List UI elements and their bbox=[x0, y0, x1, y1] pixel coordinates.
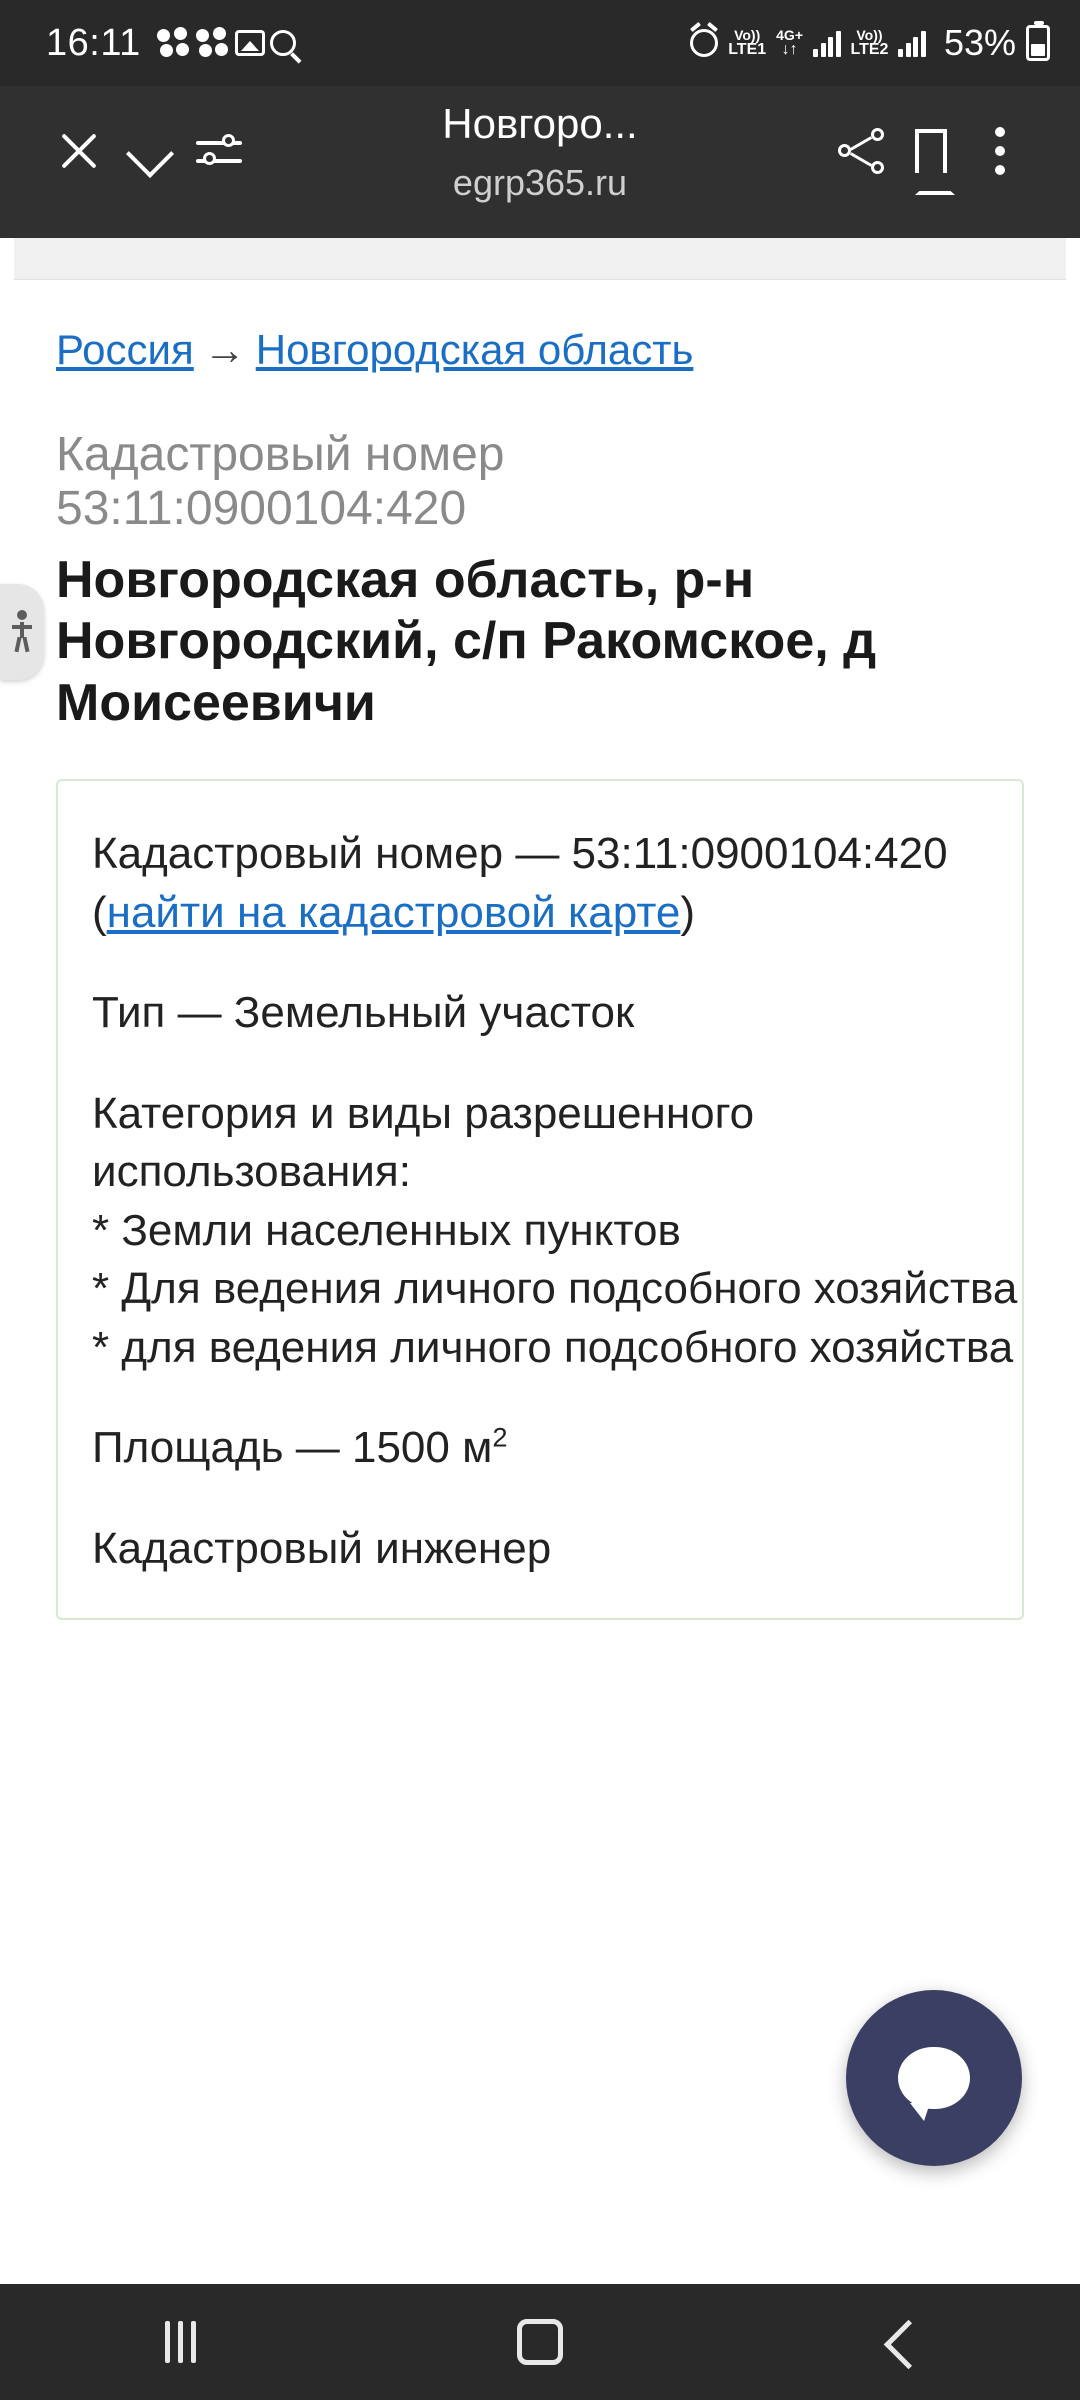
search-icon bbox=[270, 30, 296, 56]
category-list bbox=[92, 1202, 1018, 1378]
breadcrumb-separator: → bbox=[203, 326, 246, 373]
area-label: Площадь — 1500 м bbox=[92, 1423, 493, 1473]
kebab-menu-icon bbox=[995, 127, 1007, 175]
notification-icons bbox=[157, 27, 296, 59]
page-heading: Новгородская область, р-н Новгородский, с/п Ракомское, д Моисеевичи bbox=[56, 550, 877, 733]
bookmark-icon bbox=[915, 129, 947, 173]
app-dots-icon bbox=[196, 27, 230, 59]
cadastral-label-text: Кадастровый номер bbox=[56, 428, 505, 481]
network-type-indicator bbox=[776, 28, 803, 58]
page-title: Новгоро... bbox=[442, 100, 638, 147]
content-column bbox=[0, 326, 1080, 1620]
home-icon bbox=[517, 2319, 563, 2365]
chat-button[interactable] bbox=[846, 1990, 1022, 2166]
home-button[interactable] bbox=[460, 2284, 620, 2400]
bookmark-button[interactable] bbox=[896, 116, 966, 186]
recents-icon bbox=[165, 2321, 196, 2363]
category-item: * Земли населенных пунктов bbox=[92, 1205, 681, 1255]
url-label[interactable]: egrp365.ru bbox=[452, 162, 628, 203]
web-page-content bbox=[0, 238, 1080, 2284]
close-icon bbox=[57, 129, 101, 173]
reader-settings-button[interactable] bbox=[184, 116, 254, 186]
menu-button[interactable] bbox=[966, 116, 1036, 186]
network-type-label: 4G+ bbox=[776, 27, 803, 43]
accessibility-icon bbox=[12, 610, 32, 654]
chevron-down-icon bbox=[129, 131, 169, 171]
sim2-network-label: LTE2 bbox=[850, 41, 889, 58]
back-icon bbox=[883, 2325, 917, 2359]
breadcrumb bbox=[56, 326, 1024, 374]
share-button[interactable] bbox=[826, 116, 896, 186]
browser-toolbar bbox=[0, 86, 1080, 238]
cadastral-number-prefix: Кадастровый номер — 53:11:0900104:420 ( bbox=[92, 829, 948, 937]
sim1-indicator bbox=[728, 28, 766, 58]
system-navigation-bar bbox=[0, 2284, 1080, 2400]
area-unit-exponent: 2 bbox=[492, 1421, 508, 1453]
browser-toolbar-icons bbox=[0, 116, 1080, 186]
property-info-box bbox=[56, 779, 1024, 1620]
recents-button[interactable] bbox=[100, 2284, 260, 2400]
engineer-row-cut: Кадастровый инженер bbox=[92, 1523, 552, 1573]
cadastral-number-text: 53:11:0900104:420 bbox=[56, 481, 467, 535]
share-icon bbox=[838, 128, 884, 174]
chat-bubble-icon bbox=[898, 2047, 970, 2109]
alarm-icon bbox=[690, 29, 718, 57]
type-row: Тип — Земельный участок bbox=[92, 988, 635, 1038]
sim1-network-label: LTE1 bbox=[728, 41, 767, 58]
collapse-button[interactable] bbox=[114, 116, 184, 186]
status-bar bbox=[0, 0, 1080, 86]
sim1-volte-label: Vo)) bbox=[734, 27, 761, 43]
breadcrumb-link-country[interactable]: Россия bbox=[56, 326, 194, 373]
cadastral-number-row bbox=[92, 825, 988, 942]
cadastral-number-suffix: ) bbox=[680, 887, 696, 937]
app-dots-icon bbox=[157, 27, 191, 59]
breadcrumb-link-region[interactable]: Новгородская область bbox=[255, 326, 694, 373]
cadastral-map-link[interactable]: найти на кадастровой карте bbox=[106, 887, 681, 937]
signal-bars-sim1-icon bbox=[813, 29, 841, 57]
battery-percent-label: 53% bbox=[943, 22, 1016, 63]
category-item: * для ведения личного подсобного хозяйства bbox=[92, 1322, 1014, 1372]
tune-icon bbox=[196, 131, 242, 171]
status-bar-right bbox=[690, 22, 1050, 64]
status-clock: 16:11 bbox=[46, 21, 141, 64]
signal-bars-sim2-icon bbox=[898, 29, 926, 57]
sim2-volte-label: Vo)) bbox=[856, 27, 883, 43]
data-arrows-label: ↓↑ bbox=[781, 41, 798, 58]
page-top-strip bbox=[14, 238, 1066, 280]
category-item: * Для ведения личного подсобного хозяйства bbox=[92, 1264, 1018, 1314]
close-button[interactable] bbox=[44, 116, 114, 186]
accessibility-tab[interactable] bbox=[0, 584, 44, 680]
area-row bbox=[92, 1419, 988, 1478]
battery-icon bbox=[1026, 25, 1050, 61]
sim2-indicator bbox=[851, 28, 889, 58]
status-bar-left bbox=[46, 22, 296, 65]
cadastral-subtitle bbox=[56, 428, 1024, 536]
gallery-icon bbox=[235, 30, 265, 56]
category-title: Категория и виды разрешенного использования: bbox=[92, 1088, 755, 1197]
back-button[interactable] bbox=[820, 2284, 980, 2400]
